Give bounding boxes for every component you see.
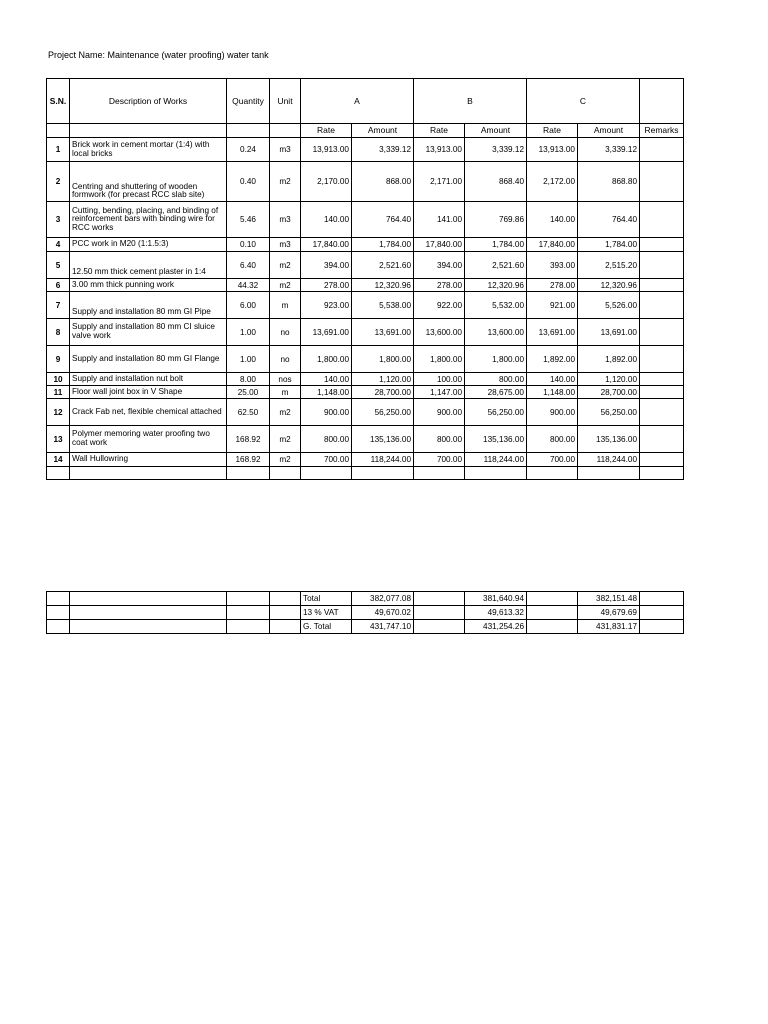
header-c-rate: Rate bbox=[527, 124, 578, 138]
row-quantity: 168.92 bbox=[227, 453, 270, 467]
row-sn: 12 bbox=[47, 399, 70, 426]
table-row bbox=[47, 399, 684, 426]
summary-label: Total bbox=[301, 592, 352, 606]
row-c-amount: 28,700.00 bbox=[578, 386, 640, 399]
row-a-rate: 700.00 bbox=[301, 453, 352, 467]
row-b-rate: 13,913.00 bbox=[414, 138, 465, 162]
row-unit: no bbox=[270, 319, 301, 346]
row-c-amount: 5,526.00 bbox=[578, 292, 640, 319]
row-description: Supply and installation 80 mm CI sluice valve work bbox=[70, 319, 227, 346]
row-description: Brick work in cement mortar (1:4) with local bricks bbox=[70, 138, 227, 162]
row-a-rate: 800.00 bbox=[301, 426, 352, 453]
row-a-rate: 394.00 bbox=[301, 252, 352, 279]
row-c-rate: 140.00 bbox=[527, 202, 578, 238]
header-remarks: Remarks bbox=[640, 124, 684, 138]
row-b-rate: 1,800.00 bbox=[414, 346, 465, 373]
row-b-rate: 394.00 bbox=[414, 252, 465, 279]
row-a-amount: 2,521.60 bbox=[352, 252, 414, 279]
row-b-rate: 800.00 bbox=[414, 426, 465, 453]
row-unit: m3 bbox=[270, 238, 301, 252]
row-b-amount: 3,339.12 bbox=[465, 138, 527, 162]
row-remarks bbox=[640, 138, 684, 162]
summary-c-value: 49,679.69 bbox=[578, 606, 640, 620]
row-description: PCC work in M20 (1:1.5:3) bbox=[70, 238, 227, 252]
row-quantity: 1.00 bbox=[227, 346, 270, 373]
table-row bbox=[47, 453, 684, 467]
header-row-columns bbox=[47, 124, 684, 138]
row-b-amount: 5,532.00 bbox=[465, 292, 527, 319]
row-b-rate: 2,171.00 bbox=[414, 162, 465, 202]
row-c-amount: 2,515.20 bbox=[578, 252, 640, 279]
row-b-amount: 56,250.00 bbox=[465, 399, 527, 426]
row-a-amount: 118,244.00 bbox=[352, 453, 414, 467]
row-a-rate: 278.00 bbox=[301, 279, 352, 292]
row-sn: 10 bbox=[47, 373, 70, 386]
row-remarks bbox=[640, 279, 684, 292]
row-c-amount: 13,691.00 bbox=[578, 319, 640, 346]
header-c-amount: Amount bbox=[578, 124, 640, 138]
row-sn: 7 bbox=[47, 292, 70, 319]
header-quantity: Quantity bbox=[227, 79, 270, 124]
row-unit: m2 bbox=[270, 453, 301, 467]
row-description: Supply and installation nut bolt bbox=[70, 373, 227, 386]
row-a-rate: 140.00 bbox=[301, 373, 352, 386]
row-b-rate: 141.00 bbox=[414, 202, 465, 238]
table-row bbox=[47, 319, 684, 346]
row-b-rate: 1,147.00 bbox=[414, 386, 465, 399]
header-unit: Unit bbox=[270, 79, 301, 124]
row-b-amount: 28,675.00 bbox=[465, 386, 527, 399]
header-b-rate: Rate bbox=[414, 124, 465, 138]
row-b-amount: 135,136.00 bbox=[465, 426, 527, 453]
row-c-rate: 393.00 bbox=[527, 252, 578, 279]
row-a-rate: 13,913.00 bbox=[301, 138, 352, 162]
table-row bbox=[47, 373, 684, 386]
row-unit: m3 bbox=[270, 202, 301, 238]
row-b-rate: 922.00 bbox=[414, 292, 465, 319]
row-b-amount: 769.86 bbox=[465, 202, 527, 238]
row-a-amount: 56,250.00 bbox=[352, 399, 414, 426]
row-b-amount: 2,521.60 bbox=[465, 252, 527, 279]
row-a-rate: 923.00 bbox=[301, 292, 352, 319]
row-c-amount: 135,136.00 bbox=[578, 426, 640, 453]
row-c-amount: 868.80 bbox=[578, 162, 640, 202]
row-unit: m2 bbox=[270, 426, 301, 453]
row-description: Floor wall joint box in V Shape bbox=[70, 386, 227, 399]
row-remarks bbox=[640, 202, 684, 238]
row-remarks bbox=[640, 373, 684, 386]
row-c-amount: 1,784.00 bbox=[578, 238, 640, 252]
row-a-amount: 5,538.00 bbox=[352, 292, 414, 319]
header-row-vendors bbox=[47, 79, 684, 124]
row-c-amount: 12,320.96 bbox=[578, 279, 640, 292]
summary-b-value: 431,254.26 bbox=[465, 620, 527, 634]
row-quantity: 168.92 bbox=[227, 426, 270, 453]
summary-a-value: 431,747.10 bbox=[352, 620, 414, 634]
row-sn: 13 bbox=[47, 426, 70, 453]
summary-row bbox=[47, 620, 684, 634]
row-unit: m2 bbox=[270, 399, 301, 426]
row-a-rate: 900.00 bbox=[301, 399, 352, 426]
row-sn: 4 bbox=[47, 238, 70, 252]
row-c-amount: 1,892.00 bbox=[578, 346, 640, 373]
row-quantity: 25.00 bbox=[227, 386, 270, 399]
header-vendor-a: A bbox=[301, 79, 414, 124]
summary-row bbox=[47, 592, 684, 606]
row-remarks bbox=[640, 346, 684, 373]
row-description: Cutting, bending, placing, and binding of reinforcement bars with binding wire for RCC works bbox=[70, 202, 227, 238]
row-c-rate: 800.00 bbox=[527, 426, 578, 453]
row-a-amount: 1,784.00 bbox=[352, 238, 414, 252]
row-remarks bbox=[640, 319, 684, 346]
row-remarks bbox=[640, 238, 684, 252]
row-quantity: 6.40 bbox=[227, 252, 270, 279]
row-c-rate: 1,148.00 bbox=[527, 386, 578, 399]
row-quantity: 0.10 bbox=[227, 238, 270, 252]
summary-a-value: 49,670.02 bbox=[352, 606, 414, 620]
row-description: Wall Hullowring bbox=[70, 453, 227, 467]
header-blank bbox=[640, 79, 684, 124]
table-row bbox=[47, 252, 684, 279]
row-sn: 8 bbox=[47, 319, 70, 346]
row-c-amount: 118,244.00 bbox=[578, 453, 640, 467]
row-c-rate: 2,172.00 bbox=[527, 162, 578, 202]
row-description: 12.50 mm thick cement plaster in 1:4 bbox=[70, 252, 227, 279]
table-row bbox=[47, 162, 684, 202]
row-c-amount: 1,120.00 bbox=[578, 373, 640, 386]
summary-row bbox=[47, 606, 684, 620]
header-a-rate: Rate bbox=[301, 124, 352, 138]
row-sn: 6 bbox=[47, 279, 70, 292]
table-row bbox=[47, 292, 684, 319]
table-row bbox=[47, 138, 684, 162]
row-description: 3.00 mm thick punning work bbox=[70, 279, 227, 292]
row-remarks bbox=[640, 386, 684, 399]
row-remarks bbox=[640, 453, 684, 467]
row-a-amount: 1,800.00 bbox=[352, 346, 414, 373]
row-sn: 14 bbox=[47, 453, 70, 467]
row-sn: 5 bbox=[47, 252, 70, 279]
summary-table bbox=[46, 591, 684, 634]
row-b-rate: 900.00 bbox=[414, 399, 465, 426]
row-a-rate: 13,691.00 bbox=[301, 319, 352, 346]
row-a-rate: 1,148.00 bbox=[301, 386, 352, 399]
row-b-rate: 100.00 bbox=[414, 373, 465, 386]
row-quantity: 5.46 bbox=[227, 202, 270, 238]
row-c-rate: 13,913.00 bbox=[527, 138, 578, 162]
header-sn: S.N. bbox=[47, 79, 70, 124]
row-remarks bbox=[640, 426, 684, 453]
row-c-rate: 17,840.00 bbox=[527, 238, 578, 252]
table-row bbox=[47, 346, 684, 373]
row-b-rate: 700.00 bbox=[414, 453, 465, 467]
row-unit: nos bbox=[270, 373, 301, 386]
row-b-rate: 13,600.00 bbox=[414, 319, 465, 346]
summary-c-value: 382,151.48 bbox=[578, 592, 640, 606]
table-row bbox=[47, 279, 684, 292]
row-a-rate: 2,170.00 bbox=[301, 162, 352, 202]
table-row bbox=[47, 426, 684, 453]
row-b-rate: 278.00 bbox=[414, 279, 465, 292]
row-unit: m2 bbox=[270, 252, 301, 279]
row-a-amount: 28,700.00 bbox=[352, 386, 414, 399]
row-a-rate: 1,800.00 bbox=[301, 346, 352, 373]
row-sn: 3 bbox=[47, 202, 70, 238]
row-a-amount: 12,320.96 bbox=[352, 279, 414, 292]
row-description: Supply and installation 80 mm GI Flange bbox=[70, 346, 227, 373]
row-quantity: 62.50 bbox=[227, 399, 270, 426]
row-c-amount: 56,250.00 bbox=[578, 399, 640, 426]
table-row bbox=[47, 202, 684, 238]
row-c-rate: 278.00 bbox=[527, 279, 578, 292]
row-a-rate: 140.00 bbox=[301, 202, 352, 238]
table-row bbox=[47, 386, 684, 399]
row-a-amount: 13,691.00 bbox=[352, 319, 414, 346]
row-b-amount: 800.00 bbox=[465, 373, 527, 386]
row-sn: 1 bbox=[47, 138, 70, 162]
row-b-amount: 1,800.00 bbox=[465, 346, 527, 373]
row-b-amount: 12,320.96 bbox=[465, 279, 527, 292]
row-a-amount: 868.00 bbox=[352, 162, 414, 202]
row-unit: m2 bbox=[270, 162, 301, 202]
row-b-amount: 13,600.00 bbox=[465, 319, 527, 346]
row-unit: m bbox=[270, 292, 301, 319]
row-b-amount: 1,784.00 bbox=[465, 238, 527, 252]
row-unit: m2 bbox=[270, 279, 301, 292]
row-b-amount: 868.40 bbox=[465, 162, 527, 202]
row-unit: m bbox=[270, 386, 301, 399]
row-quantity: 8.00 bbox=[227, 373, 270, 386]
summary-c-value: 431,831.17 bbox=[578, 620, 640, 634]
row-a-amount: 764.40 bbox=[352, 202, 414, 238]
header-b-amount: Amount bbox=[465, 124, 527, 138]
row-sn: 9 bbox=[47, 346, 70, 373]
row-remarks bbox=[640, 399, 684, 426]
row-sn: 11 bbox=[47, 386, 70, 399]
row-b-amount: 118,244.00 bbox=[465, 453, 527, 467]
row-unit: m3 bbox=[270, 138, 301, 162]
row-description: Supply and installation 80 mm GI Pipe bbox=[70, 292, 227, 319]
row-c-rate: 700.00 bbox=[527, 453, 578, 467]
row-c-amount: 764.40 bbox=[578, 202, 640, 238]
summary-b-value: 381,640.94 bbox=[465, 592, 527, 606]
row-quantity: 6.00 bbox=[227, 292, 270, 319]
row-c-rate: 140.00 bbox=[527, 373, 578, 386]
header-vendor-c: C bbox=[527, 79, 640, 124]
row-a-amount: 3,339.12 bbox=[352, 138, 414, 162]
row-description: Polymer memoring water proofing two coat work bbox=[70, 426, 227, 453]
row-sn: 2 bbox=[47, 162, 70, 202]
row-description: Centring and shuttering of wooden formwork (for precast RCC slab site) bbox=[70, 162, 227, 202]
summary-b-value: 49,613.32 bbox=[465, 606, 527, 620]
summary-label: 13 % VAT bbox=[301, 606, 352, 620]
row-c-rate: 900.00 bbox=[527, 399, 578, 426]
row-remarks bbox=[640, 252, 684, 279]
row-remarks bbox=[640, 292, 684, 319]
header-vendor-b: B bbox=[414, 79, 527, 124]
row-description: Crack Fab net, flexible chemical attached bbox=[70, 399, 227, 426]
row-quantity: 44.32 bbox=[227, 279, 270, 292]
row-unit: no bbox=[270, 346, 301, 373]
row-a-amount: 135,136.00 bbox=[352, 426, 414, 453]
comparison-table bbox=[46, 78, 684, 480]
row-a-amount: 1,120.00 bbox=[352, 373, 414, 386]
row-c-rate: 1,892.00 bbox=[527, 346, 578, 373]
project-name: Project Name: Maintenance (water proofing) water tank bbox=[48, 50, 269, 60]
table-row bbox=[47, 238, 684, 252]
row-quantity: 0.24 bbox=[227, 138, 270, 162]
blank-row bbox=[47, 467, 684, 480]
row-a-rate: 17,840.00 bbox=[301, 238, 352, 252]
header-description: Description of Works bbox=[70, 79, 227, 124]
row-remarks bbox=[640, 162, 684, 202]
summary-a-value: 382,077.08 bbox=[352, 592, 414, 606]
row-c-rate: 13,691.00 bbox=[527, 319, 578, 346]
summary-label: G. Total bbox=[301, 620, 352, 634]
row-c-rate: 921.00 bbox=[527, 292, 578, 319]
header-a-amount: Amount bbox=[352, 124, 414, 138]
row-b-rate: 17,840.00 bbox=[414, 238, 465, 252]
row-c-amount: 3,339.12 bbox=[578, 138, 640, 162]
row-quantity: 0.40 bbox=[227, 162, 270, 202]
row-quantity: 1.00 bbox=[227, 319, 270, 346]
